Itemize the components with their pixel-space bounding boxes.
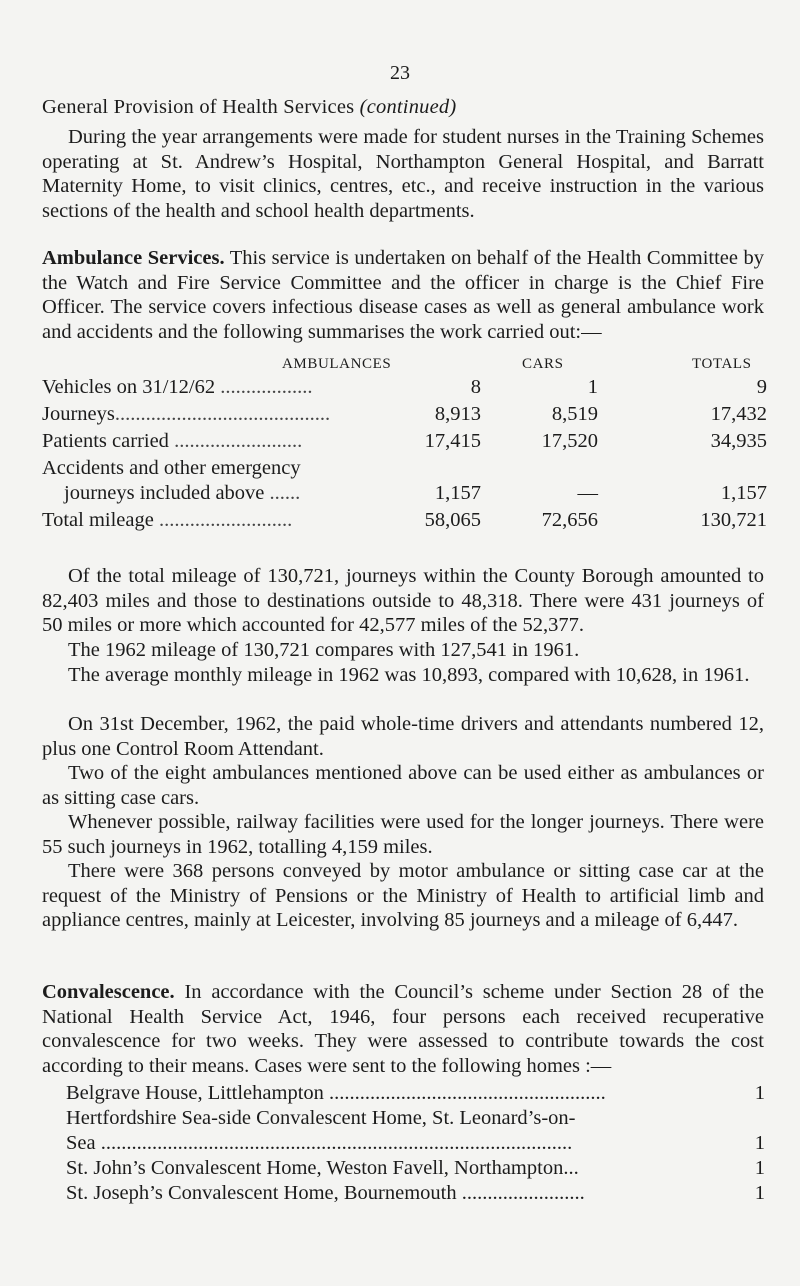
mileage-paragraph: The average monthly mileage in 1962 was 10,893, compared with 10,628, in 1961. <box>68 664 750 686</box>
cell-ambulances: 58,065 <box>424 509 481 531</box>
mileage-paragraph: Two of the eight ambulances mentioned above can be used either as ambulances or as sitting case cars. <box>42 762 764 809</box>
mileage-paragraph: On 31st December, 1962, the paid whole-time drivers and attendants numbered 12, plus one Control Room Attendant. <box>42 713 764 760</box>
cell-ambulances: 17,415 <box>424 430 481 452</box>
header-totals: TOTALS <box>692 356 752 372</box>
home-name: St. Joseph’s Convalescent Home, Bournemouth <box>66 1182 457 1204</box>
convalescence-paragraph <box>42 980 764 1078</box>
table-row <box>42 509 767 533</box>
cell-totals: 1,157 <box>720 482 767 504</box>
convalescence-title: Convalescence. <box>42 981 175 1003</box>
dot-leader: ........................ <box>456 1182 585 1204</box>
table-row <box>42 430 767 454</box>
mileage-paragraph: Of the total mileage of 130,721, journeys within the County Borough amounted to 82,403 miles and those to destinations outside to 48,318. There were 431 journeys of 50 miles or more which accounted for 42,577 miles of the 52,377. <box>42 565 764 637</box>
table-row <box>42 457 767 481</box>
cell-totals: 130,721 <box>700 509 767 531</box>
dot-leader: ............................................................................................ <box>95 1132 573 1154</box>
heading-continued: (continued) <box>359 96 457 118</box>
row-label: Vehicles on 31/12/62 <box>42 376 216 398</box>
mileage-paragraph: Whenever possible, railway facilities were used for the longer journeys. There were 55 such journeys in 1962, totalling 4,159 miles. <box>42 811 764 858</box>
cell-totals: 34,935 <box>710 430 767 452</box>
mileage-paragraph: The 1962 mileage of 130,721 compares with 127,541 in 1961. <box>68 639 580 661</box>
ambulance-paragraph <box>42 246 764 344</box>
home-count: 1 <box>754 1182 765 1204</box>
mileage-paragraph: There were 368 persons conveyed by motor ambulance or sitting case car at the request of the Ministry of Pensions or the Ministry of Health to artificial limb and appliance centres, mainly at Leicester, involving 85 journeys and a mileage of 6,447. <box>42 860 764 932</box>
cell-cars: — <box>577 482 598 504</box>
dot-leader: .......................... <box>153 509 293 531</box>
header-cars: CARS <box>522 356 564 372</box>
row-label: Journeys <box>42 403 115 425</box>
list-item <box>66 1131 765 1156</box>
cell-ambulances: 1,157 <box>434 482 481 504</box>
cell-cars: 17,520 <box>541 430 598 452</box>
list-item <box>66 1156 765 1181</box>
table-row <box>42 376 767 400</box>
cell-totals: 9 <box>756 376 767 398</box>
home-count: 1 <box>754 1082 765 1104</box>
dot-leader: .......................................... <box>114 403 331 425</box>
cell-cars: 8,519 <box>551 403 598 425</box>
heading-main: General Provision of Health Services <box>42 96 355 118</box>
home-name: St. John’s Convalescent Home, Weston Favell, Northampton <box>66 1157 564 1179</box>
page-number: 23 <box>390 62 410 84</box>
cell-cars: 72,656 <box>541 509 598 531</box>
list-item <box>66 1081 765 1106</box>
dot-leader: ...................................................... <box>323 1082 606 1104</box>
dot-leader: ...... <box>264 482 301 504</box>
row-label: Accidents and other emergency <box>42 457 301 479</box>
cell-totals: 17,432 <box>710 403 767 425</box>
dot-leader: ... <box>563 1157 579 1179</box>
row-label: Total mileage <box>42 509 154 531</box>
home-name: Belgrave House, Littlehampton <box>66 1082 324 1104</box>
section-heading <box>42 96 456 119</box>
table-row <box>42 482 767 506</box>
list-item <box>66 1181 765 1206</box>
cell-ambulances: 8,913 <box>434 403 481 425</box>
row-label: Patients carried <box>42 430 169 452</box>
list-item <box>66 1106 765 1131</box>
home-name-continued: Sea <box>66 1132 96 1154</box>
home-count: 1 <box>754 1157 765 1179</box>
header-ambulances: AMBULANCES <box>282 356 392 372</box>
dot-leader: ......................... <box>168 430 303 452</box>
table-row <box>42 403 767 427</box>
dot-leader: .................. <box>215 376 313 398</box>
cell-cars: 1 <box>587 376 598 398</box>
ambulance-title: Ambulance Services. <box>42 247 225 269</box>
row-label-continued: journeys included above <box>64 482 265 504</box>
ambulance-text: This service is undertaken on behalf of the Health Committee by the Watch and Fire Service Committee and the officer in charge is the Chief Fire Officer. The service covers infectious disease cases as well as general ambulance work and accidents and the following summarises the work carried out:— <box>42 247 764 343</box>
intro-paragraph: During the year arrangements were made for student nurses in the Training Schemes operating at St. Andrew’s Hospital, Northampton General Hospital, and Barratt Maternity Home, to visit clinics, centres, etc., and receive instruction in the various sections of the health and school health departments. <box>42 126 764 222</box>
home-name: Hertfordshire Sea-side Convalescent Home, St. Leonard’s-on- <box>66 1107 576 1129</box>
cell-ambulances: 8 <box>470 376 481 398</box>
home-count: 1 <box>754 1132 765 1154</box>
convalescence-text: In accordance with the Council’s scheme under Section 28 of the National Health Service Act, 1946, four persons each received recuperative convalescence for two weeks. They were assessed to contribute towards the cost according to their means. Cases were sent to the following homes :— <box>42 981 764 1077</box>
